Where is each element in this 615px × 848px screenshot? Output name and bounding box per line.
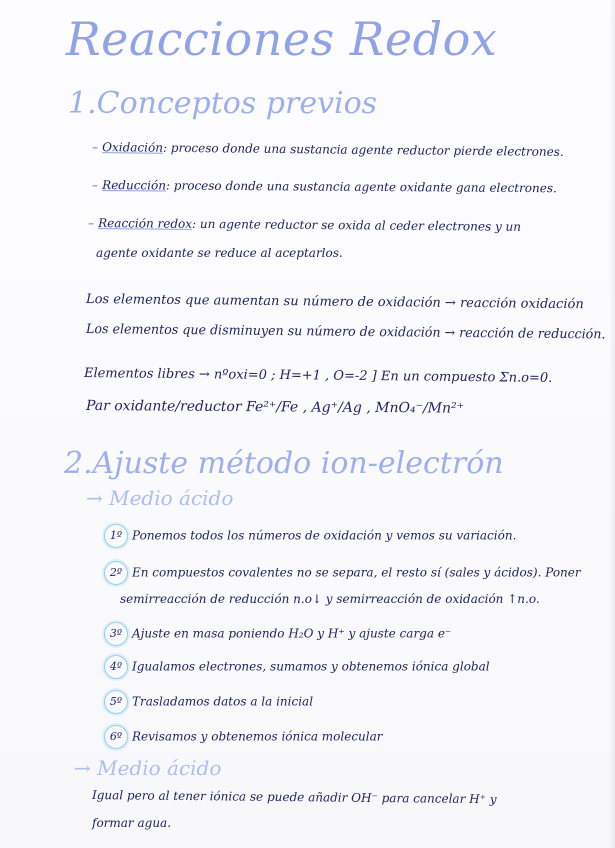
term-definition: : proceso donde una sustancia agente oxidante gana electrones. bbox=[165, 178, 557, 196]
term-label: Reacción redox bbox=[98, 216, 193, 231]
step-3 bbox=[104, 622, 451, 646]
step-number-badge: 5º bbox=[104, 690, 128, 714]
step-text: Trasladamos datos a la inicial bbox=[132, 694, 314, 709]
term-definition: : un agente reductor se oxida al ceder electrones y un bbox=[191, 216, 522, 234]
basic-medium-text: Igual pero al tener iónica se puede añadir OH⁻ para cancelar H⁺ y bbox=[91, 788, 497, 807]
concept-redox-reaction-cont: agente oxidante se reduce al aceptarlos. bbox=[96, 246, 343, 260]
step-number-badge: 4º bbox=[104, 655, 128, 679]
section-1-heading: 1.Conceptos previos bbox=[68, 86, 378, 121]
term-definition: : proceso donde una sustancia agente reductor pierde electrones. bbox=[162, 140, 564, 159]
basic-medium-text-cont: formar agua. bbox=[92, 816, 172, 830]
term-label: Oxidación bbox=[102, 140, 164, 155]
basic-medium-heading: → Medio ácido bbox=[74, 756, 222, 780]
step-number-badge: 3º bbox=[104, 622, 128, 646]
bullet-dash: – bbox=[91, 178, 103, 193]
bullet-dash: – bbox=[91, 140, 103, 155]
step-text: En compuestos covalentes no se separa, el resto sí (sales y ácidos). Poner bbox=[132, 565, 581, 580]
step-text: Ponemos todos los números de oxidación y vemos su variación. bbox=[132, 528, 517, 543]
concept-reduction bbox=[92, 178, 557, 195]
step-1 bbox=[104, 524, 516, 548]
rule-free-elements: Elementos libres → nºoxi=0 ; H=+1 , O=-2 ] En un compuesto Σn.o=0. bbox=[83, 366, 553, 386]
step-2-cont: semirreacción de reducción n.o↓ y semirreacción de oxidación ↑n.o. bbox=[120, 592, 540, 606]
step-text: Igualamos electrones, sumamos y obtenemos iónica global bbox=[132, 659, 490, 674]
rule-increase: Los elementos que aumentan su número de oxidación → reacción oxidación bbox=[85, 292, 584, 313]
acid-medium-heading: → Medio ácido bbox=[86, 486, 234, 510]
concept-redox-reaction bbox=[88, 216, 521, 234]
step-4 bbox=[104, 655, 490, 679]
step-6 bbox=[104, 725, 383, 749]
page-edge-shadow bbox=[609, 0, 615, 848]
step-5 bbox=[104, 690, 313, 714]
page-title: Reacciones Redox bbox=[66, 12, 498, 66]
step-text: Ajuste en masa poniendo H₂O y H⁺ y ajuste carga e⁻ bbox=[132, 626, 452, 641]
step-text: Revisamos y obtenemos iónica molecular bbox=[132, 729, 383, 744]
rule-redox-pairs: Par oxidante/reductor Fe²⁺/Fe , Ag⁺/Ag , MnO₄⁻/Mn²⁺ bbox=[85, 398, 465, 417]
step-number-badge: 6º bbox=[104, 725, 128, 749]
step-number-badge: 1º bbox=[104, 524, 128, 548]
term-label: Reducción bbox=[102, 178, 167, 193]
step-number-badge: 2º bbox=[104, 561, 128, 585]
rule-decrease: Los elementos que disminuyen su número de oxidación → reacción de reducción. bbox=[85, 322, 606, 343]
section-2-heading: 2.Ajuste método ion-electrón bbox=[64, 446, 504, 481]
step-2 bbox=[104, 561, 581, 585]
bullet-dash: – bbox=[87, 216, 99, 231]
concept-oxidation bbox=[92, 140, 564, 159]
